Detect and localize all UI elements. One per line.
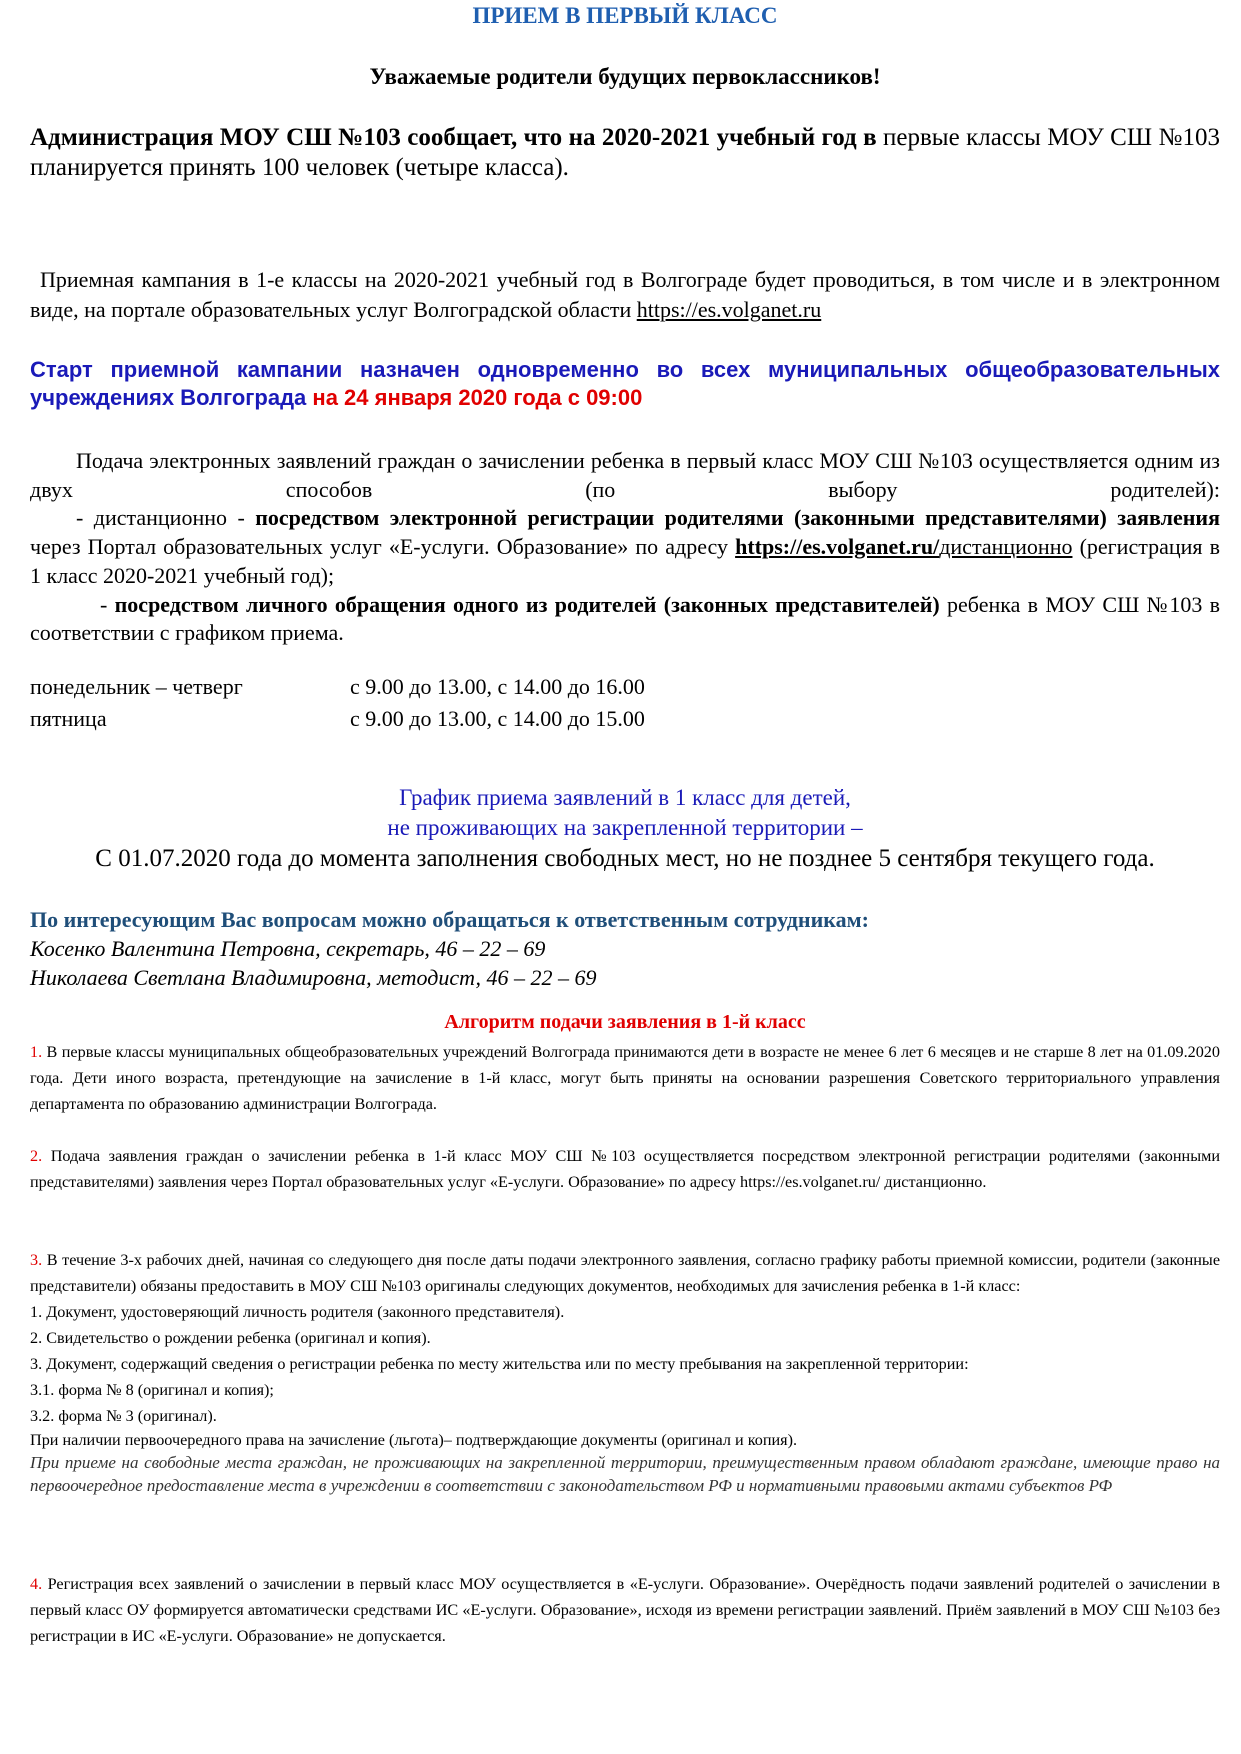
submission-section [30, 447, 1220, 648]
algorithm-step-2 [30, 1143, 1220, 1195]
remote-bold: посредством электронной регистрации родителями (законными представителями) заявления [255, 505, 1221, 531]
remote-prefix: - дистанционно - [76, 505, 245, 531]
priority-note: При приеме на свободные места граждан, не проживающих на закрепленной территории, преимущественным правом обладают граждане, имеющие право на первоочередное предоставление места в учреждении в соответствии с законодательством РФ и нормативными правовыми актами субъектов РФ [30, 1453, 1220, 1495]
start-announcement [30, 356, 1220, 412]
algorithm-step-4 [30, 1571, 1220, 1649]
schedule-hours: с 9.00 до 13.00, с 14.00 до 16.00 [350, 674, 645, 699]
page-title: ПРИЕМ В ПЕРВЫЙ КЛАСС [472, 3, 778, 28]
submission-intro: Подача электронных заявлений граждан о зачислении ребенка в первый класс МОУ СШ №103 осуществляется одним из двух способов (по выбору родителей): [30, 448, 1220, 502]
doc-item: 2. Свидетельство о рождении ребенка (оригинал и копия). [30, 1329, 431, 1347]
schedule-row [30, 671, 1220, 703]
remote-link-bold: https://es.volganet.ru/ [735, 534, 940, 560]
step-text: В первые классы муниципальных общеобразовательных учреждений Волгограда принимаются дети в возрасте не менее 6 лет 6 месяцев и не старше 8 лет на 01.09.2020 года. Дети иного возраста, претендующие на зачисление в 1-й класс, могут быть приняты на основании разрешения Советского территориального управления департамента по образованию администрации Волгограда. [30, 1043, 1220, 1113]
algorithm-step-1 [30, 1039, 1220, 1117]
intro-normal: первые классы МОУ СШ №103 планируется принять 100 человек (четыре класса). [30, 124, 1220, 181]
graph-period: С 01.07.2020 года до момента заполнения свободных мест, но не позднее 5 сентября текущего года. [95, 845, 1155, 872]
doc-item: 3. Документ, содержащий сведения о регистрации ребенка по месту жительства или по месту пребывания на закрепленной территории: [30, 1355, 969, 1373]
remote-text: через Портал образовательных услуг «Е-услуги. Образование» по адресу [30, 534, 728, 560]
step-3-intro [30, 1247, 1220, 1299]
personal-bold: посредством личного обращения одного из родителей (законных представителей) [114, 591, 940, 617]
schedule-table [30, 671, 1220, 735]
start-text: Старт приемной кампании назначен одновременно во всех муниципальных общеобразовательных учреждениях Волгограда [30, 357, 1220, 410]
algorithm-heading: Алгоритм подачи заявления в 1-й класс [444, 1011, 806, 1033]
doc-item: 1. Документ, удостоверяющий личность родителя (законного представителя). [30, 1303, 565, 1321]
personal-prefix: - [100, 591, 108, 617]
step-text: Регистрация всех заявлений о зачислении в первый класс МОУ осуществляется в «Е-услуги. Образование». Очерёдность подачи заявлений родителей о зачислении в первый класс ОУ формируется автоматически средствами ИС «Е-услуги. Образование», исходя из времени регистрации заявлений. Приём заявлений в МОУ СШ №103 без регистрации в ИС «Е-услуги. Образование» не допускается. [30, 1575, 1220, 1645]
campaign-text: Приемная кампания в 1-е классы на 2020-2021 учебный год в Волгограде будет проводиться, в том числе и в электронном виде, на портале образовательных услуг Волгоградской области [30, 267, 1220, 322]
contact-person-2: Николаева Светлана Владимировна, методист, 46 – 22 – 69 [30, 965, 597, 990]
contacts-heading: По интересующим Вас вопросам можно обращаться к ответственным сотрудникам: [30, 907, 869, 932]
graph-heading [30, 783, 1220, 843]
step-number: 3. [30, 1251, 43, 1269]
contact-person-1: Косенко Валентина Петровна, секретарь, 46 – 22 – 69 [30, 936, 546, 961]
portal-link[interactable]: https://es.volganet.ru [636, 297, 822, 322]
remote-link-rest: дистанционно [939, 534, 1073, 560]
step-text: В течение 3-х рабочих дней, начиная со следующего дня после даты подачи электронного заявления, согласно графику работы приемной комиссии, родители (законные представители) обязаны предоставить в МОУ СШ №103 оригиналы следующих документов, необходимых для зачисления ребенка в 1-й класс: [30, 1251, 1220, 1295]
submission-remote [30, 504, 1220, 590]
campaign-paragraph [30, 265, 1220, 325]
algorithm-step-3 [30, 1247, 1220, 1497]
submission-personal [30, 591, 1220, 648]
schedule-hours: с 9.00 до 13.00, с 14.00 до 15.00 [350, 706, 645, 731]
remote-tail: (регистрация в 1 класс 2020-2021 учебный год); [30, 534, 1221, 588]
doc-item: При наличии первоочередного права на зачисление (льгота)– подтверждающие документы (оригинал и копия). [30, 1431, 798, 1449]
schedule-row [30, 703, 1220, 735]
start-date: на 24 января 2020 года с 09:00 [312, 385, 643, 410]
schedule-days: понедельник – четверг [30, 674, 243, 699]
remote-link[interactable] [735, 534, 1072, 559]
intro-paragraph [30, 123, 1220, 183]
step-text: Подача заявления граждан о зачислении ребенка в 1-й класс МОУ СШ №103 осуществляется посредством электронной регистрации родителями (законными представителями) заявления через Портал образовательных услуг «Е-услуги. Образование» по адресу https://es.volganet.ru/ дистанционно. [30, 1147, 1221, 1191]
schedule-days: пятница [30, 706, 107, 731]
greeting: Уважаемые родители будущих первоклассников! [369, 64, 881, 89]
doc-item: 3.1. форма № 8 (оригинал и копия); [30, 1381, 274, 1399]
step-number: 2. [30, 1147, 43, 1165]
step-number: 1. [30, 1043, 43, 1061]
graph-line-1: График приема заявлений в 1 класс для детей, [399, 785, 851, 810]
step-number: 4. [30, 1575, 43, 1593]
graph-line-2: не проживающих на закрепленной территории – [387, 815, 863, 840]
contacts-section [30, 905, 1220, 992]
intro-bold: Администрация МОУ СШ №103 сообщает, что на 2020-2021 учебный год в [30, 124, 877, 151]
doc-item: 3.2. форма № 3 (оригинал). [30, 1407, 217, 1425]
personal-text: ребенка в МОУ СШ №103 в соответствии с графиком приема. [30, 591, 1221, 646]
